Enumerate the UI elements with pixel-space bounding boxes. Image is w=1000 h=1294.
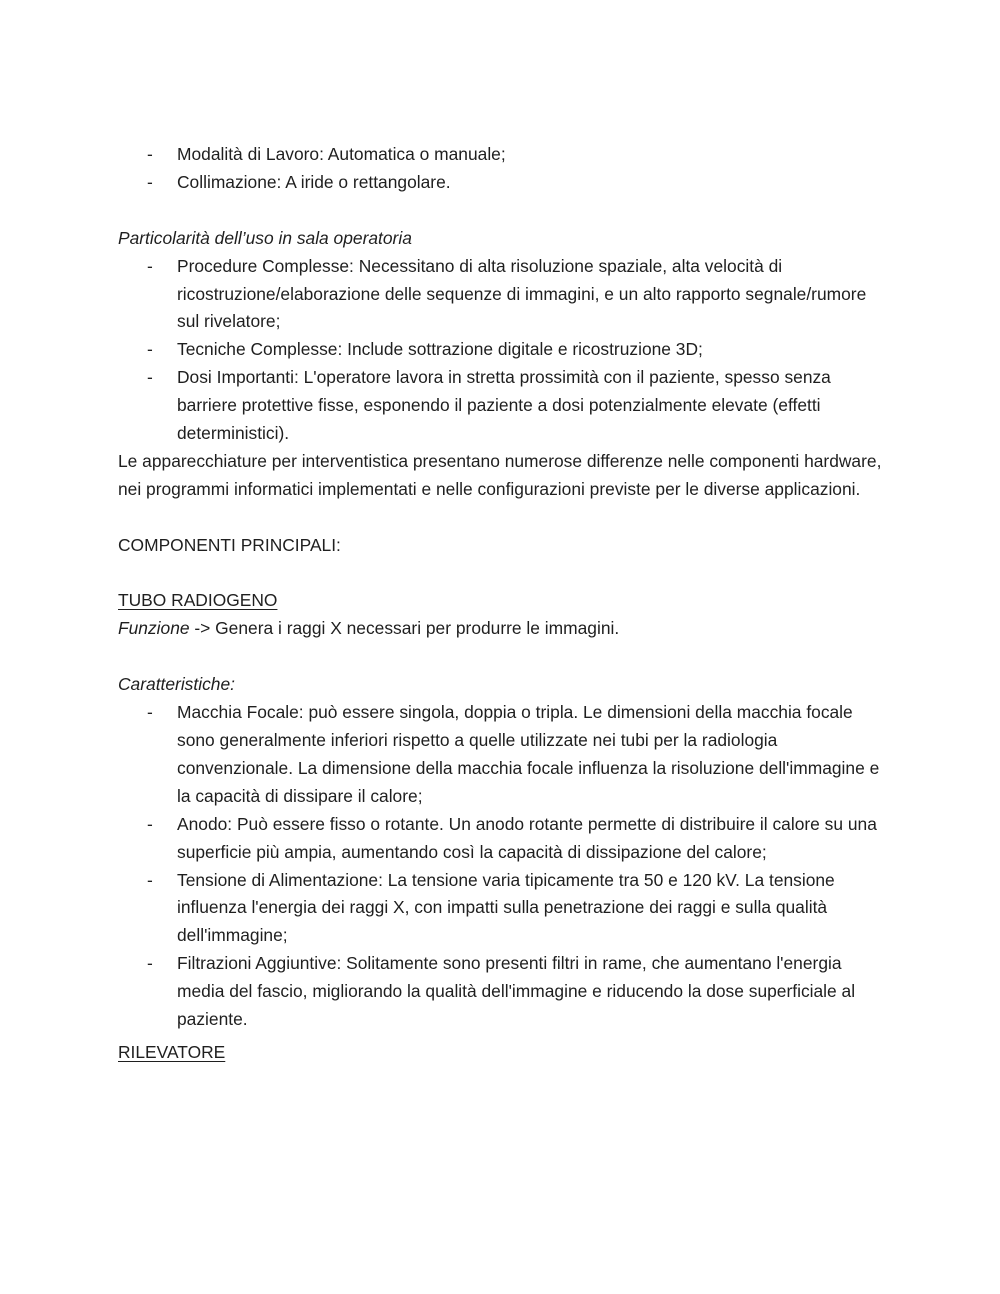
dash-bullet: - xyxy=(147,813,153,834)
function-label: Funzione xyxy=(118,618,190,639)
dash-bullet: - xyxy=(147,953,153,974)
list-item-text: Dosi Importanti: L'operatore lavora in stretta prossimità con il paziente, spesso senza barriere protettive fisse, esponendo il paziente a dosi potenzialmente elevate (effetti deterministici). xyxy=(177,367,831,444)
list-item-text: Modalità di Lavoro: Automatica o manuale; xyxy=(177,144,506,164)
dash-bullet: - xyxy=(147,367,153,388)
list-item xyxy=(118,364,888,448)
tube-function xyxy=(118,615,888,643)
characteristics-list xyxy=(118,699,888,1034)
spacer xyxy=(118,504,888,532)
dash-bullet: - xyxy=(147,144,153,164)
dash-bullet: - xyxy=(147,255,153,276)
usage-paragraph: Le apparecchiature per interventistica presentano numerose differenze nelle componenti hardware, nei programmi informatici implementati e nelle configurazioni previste per le diverse applicazioni. xyxy=(118,450,882,499)
detector-heading: RILEVATORE xyxy=(118,1041,226,1062)
tube-heading: TUBO RADIOGENO xyxy=(118,590,278,611)
list-item xyxy=(118,811,888,867)
list-item xyxy=(118,169,888,197)
list-item-text: Filtrazioni Aggiuntive: Solitamente sono presenti filtri in rame, che aumentano l'energia media del fascio, migliorando la qualità dell'immagine e riducendo la dose superficiale al paziente. xyxy=(177,953,856,1030)
usage-list xyxy=(118,253,888,448)
document-page xyxy=(118,141,888,1067)
top-list xyxy=(118,141,888,197)
spacer xyxy=(118,643,888,671)
spacer xyxy=(118,197,888,225)
list-item-text: Collimazione: A iride o rettangolare. xyxy=(177,171,451,192)
dash-bullet: - xyxy=(147,339,153,360)
list-item xyxy=(118,336,888,364)
list-item-text: Anodo: Può essere fisso o rotante. Un anodo rotante permette di distribuire il calore su una superficie più ampia, aumentando così la capacità di dissipazione del calore; xyxy=(177,813,877,862)
list-item xyxy=(118,253,888,337)
dash-bullet: - xyxy=(147,171,153,192)
dash-bullet: - xyxy=(147,702,153,723)
function-text: -> Genera i raggi X necessari per produrre le immagini. xyxy=(189,618,620,639)
list-item xyxy=(118,141,888,169)
usage-heading: Particolarità dell’uso in sala operatoria xyxy=(118,227,412,248)
characteristics-label: Caratteristiche: xyxy=(118,674,235,695)
list-item-text: Tensione di Alimentazione: La tensione varia tipicamente tra 50 e 120 kV. La tensione influenza l'energia dei raggi X, con impatti sulla penetrazione dei raggi e sulla qualità dell'immagine; xyxy=(177,869,835,946)
list-item xyxy=(118,699,888,811)
list-item-text: Procedure Complesse: Necessitano di alta risoluzione spaziale, alta velocità di ricostruzione/elaborazione delle sequenze di immagini, e un alto rapporto segnale/rumore sul rivelatore; xyxy=(177,255,867,332)
dash-bullet: - xyxy=(147,869,153,890)
list-item xyxy=(118,950,888,1034)
list-item-text: Macchia Focale: può essere singola, doppia o tripla. Le dimensioni della macchia focale sono generalmente inferiori rispetto a quelle utilizzate nei tubi per la radiologia convenzionale. La dimensione della macchia focale influenza la risoluzione dell'immagine e la capacità di dissipare il calore; xyxy=(177,702,880,806)
spacer xyxy=(118,560,888,588)
list-item-text: Tecniche Complesse: Include sottrazione digitale e ricostruzione 3D; xyxy=(177,339,703,360)
list-item xyxy=(118,867,888,951)
components-heading: COMPONENTI PRINCIPALI: xyxy=(118,534,341,555)
